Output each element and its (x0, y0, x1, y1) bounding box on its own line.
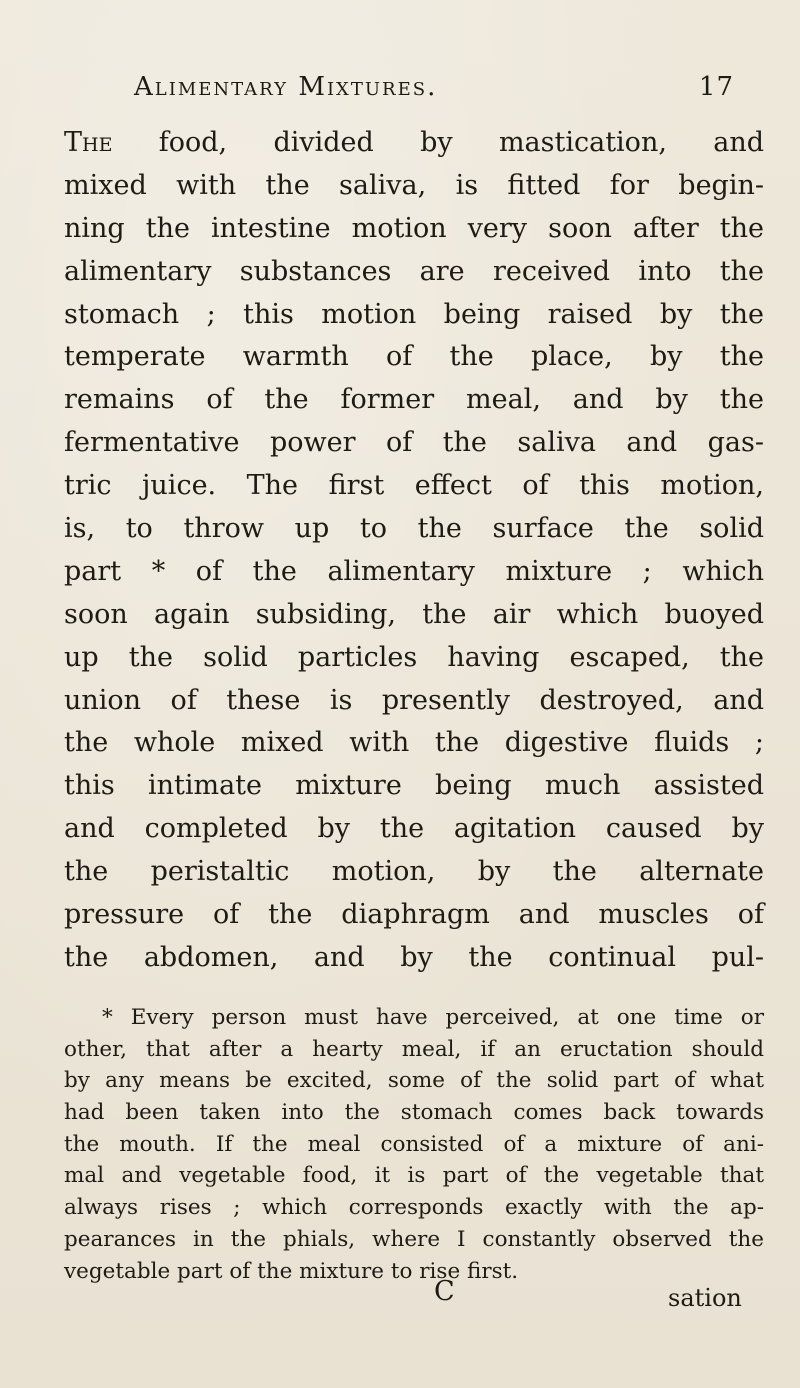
footnote-line-9: vegetable part of the mixture to rise first. (64, 1258, 519, 1284)
body-line-4: alimentary substances are received into the (64, 255, 764, 287)
footnote-line-8: pearances in the phials, where I constantly observed the (64, 1226, 764, 1252)
running-head-title: Alimentary Mixtures. (134, 72, 438, 102)
body-line-9: tric juice. The first effect of this motion, (64, 470, 764, 502)
page-number: 17 (698, 72, 734, 102)
body-line-16: this intimate mixture being much assisted (64, 770, 764, 802)
body-line-8: fermentative power of the saliva and gas- (64, 427, 764, 459)
body-line-7: remains of the former meal, and by the (64, 384, 764, 416)
catchword: sation (668, 1284, 742, 1312)
footnote-line-6: mal and vegetable food, it is part of the vegetable that (64, 1163, 764, 1189)
footnote-line-3: by any means be excited, some of the solid part of what (64, 1068, 764, 1094)
body-line-15: the whole mixed with the digestive fluids ; (64, 727, 764, 759)
signature-mark: C (434, 1276, 455, 1307)
body-line-1-text: food, divided by mastication, and (158, 127, 764, 158)
first-word: The (64, 127, 113, 158)
body-line-14: union of these is presently destroyed, and (64, 684, 764, 716)
body-line-10: is, to throw up to the surface the solid (64, 513, 764, 545)
body-line-6: temperate warmth of the place, by the (64, 341, 764, 373)
body-line-5: stomach ; this motion being raised by the (64, 298, 764, 330)
body-line-18: the peristaltic motion, by the alternate (64, 856, 764, 888)
footnote-line-1: * Every person must have perceived, at one time or (102, 1005, 764, 1030)
body-line-19: pressure of the diaphragm and muscles of (64, 899, 764, 931)
body-line-13: up the solid particles having escaped, the (64, 641, 764, 673)
footnote-line-7: always rises ; which corresponds exactly with the ap- (64, 1195, 764, 1221)
main-text (64, 122, 764, 980)
body-line-12: soon again subsiding, the air which buoyed (64, 598, 764, 630)
body-line-17: and completed by the agitation caused by (64, 813, 764, 845)
body-line-2: mixed with the saliva, is fitted for begin- (64, 169, 764, 201)
footnote-line-4: had been taken into the stomach comes back towards (64, 1100, 764, 1126)
footnote (64, 1002, 764, 1287)
body-line-20: the abdomen, and by the continual pul- (64, 941, 764, 973)
body-line-11: part * of the alimentary mixture ; which (64, 555, 764, 587)
body-line-1 (64, 122, 764, 165)
running-head (134, 72, 734, 112)
footnote-line-5: the mouth. If the meal consisted of a mixture of ani- (64, 1131, 764, 1157)
body-line-3: ning the intestine motion very soon after the (64, 212, 764, 244)
footnote-line-2: other, that after a hearty meal, if an eructation should (64, 1036, 764, 1062)
